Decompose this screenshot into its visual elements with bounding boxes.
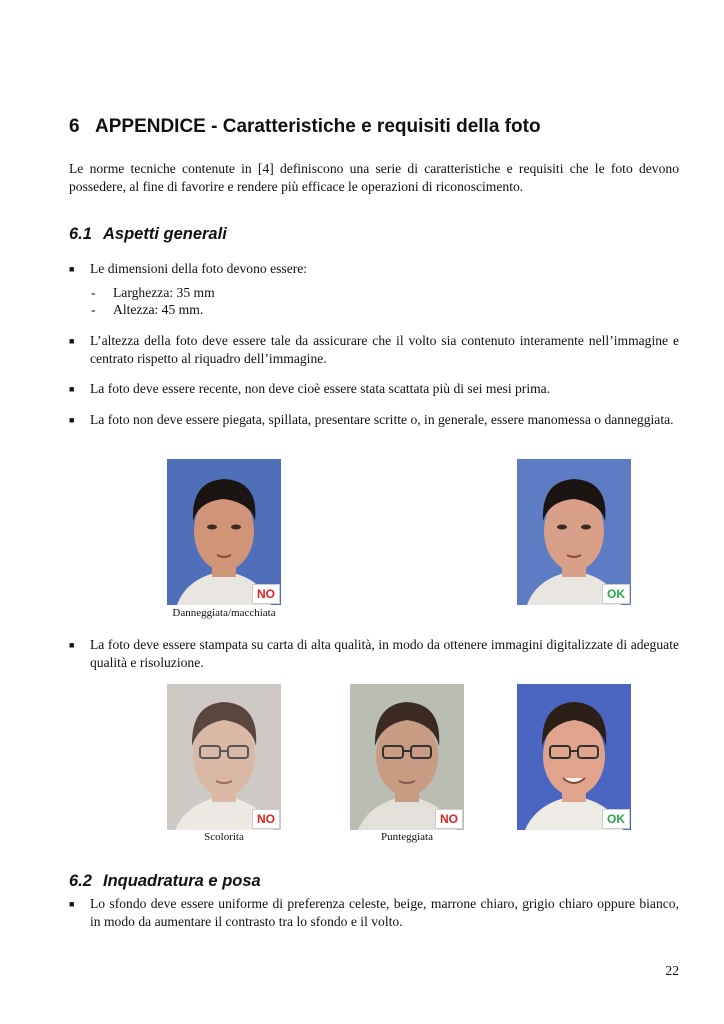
photo-caption: Punteggiata (381, 831, 433, 843)
section-number: 6 (69, 116, 80, 137)
subsection-heading-6-1 (69, 225, 227, 244)
dimension-item: - Altezza: 45 mm. (91, 302, 204, 317)
bullet-item: ■ La foto non deve essere piegata, spillata, presentare scritte o, in generale, essere manomessa o danneggiata. (69, 412, 674, 427)
bullet-item: ■ Lo sfondo deve essere uniforme di preferenza celeste, beige, marrone chiaro, grigio chiaro oppure bianco, in modo da aumentare il contrasto tra lo sfondo e il volto. (69, 896, 679, 929)
ok-badge: OK (602, 584, 630, 604)
bullet-item: ■ Le dimensioni della foto devono essere: (69, 261, 308, 276)
subsection-title: Aspetti generali (103, 225, 227, 243)
page-number: 22 (665, 963, 679, 978)
dash-icon: - (91, 285, 96, 300)
photo-caption: Danneggiata/macchiata (172, 607, 276, 619)
bullet-square-icon: ■ (69, 640, 75, 650)
photo-caption: Scolorita (204, 831, 244, 843)
subsection-title: Inquadratura e posa (103, 872, 261, 890)
passport-photo-faded (167, 684, 281, 830)
bullet-square-icon: ■ (69, 336, 75, 346)
bullet-item: ■ La foto deve essere recente, non deve cioè essere stata scattata più di sei mesi prima. (69, 381, 551, 396)
passport-photo-ok (517, 459, 631, 605)
bullet-square-icon: ■ (69, 899, 75, 909)
subsection-number: 6.2 (69, 872, 92, 890)
bullet-item: ■ La foto deve essere stampata su carta di alta qualità, in modo da ottenere immagini digitalizzate di adeguate qualità e risoluzione. (69, 637, 679, 670)
ok-badge: OK (602, 809, 630, 829)
subsection-number: 6.1 (69, 225, 92, 243)
section-heading (69, 116, 689, 138)
passport-photo-ok (517, 684, 631, 830)
bullet-square-icon: ■ (69, 384, 75, 394)
no-badge: NO (252, 584, 280, 604)
bullet-square-icon: ■ (69, 264, 75, 274)
dimension-item: - Larghezza: 35 mm (91, 285, 215, 300)
passport-photo-dotted (350, 684, 464, 830)
bullet-square-icon: ■ (69, 415, 75, 425)
dash-icon: - (91, 302, 96, 317)
section-title: APPENDICE - Caratteristiche e requisiti della foto (95, 116, 541, 137)
subsection-heading-6-2 (69, 872, 261, 891)
bullet-item: ■ L’altezza della foto deve essere tale da assicurare che il volto sia contenuto interamente nell’immagine e centrato rispetto al riquadro dell’immagine. (69, 333, 679, 366)
intro-paragraph: Le norme tecniche contenute in [4] definiscono una serie di caratteristiche e requisiti che le foto devono possedere, al fine di favorire e rendere più efficace le operazioni di riconoscimento. (69, 161, 679, 194)
passport-photo-damaged (167, 459, 281, 605)
no-badge: NO (252, 809, 280, 829)
no-badge: NO (435, 809, 463, 829)
